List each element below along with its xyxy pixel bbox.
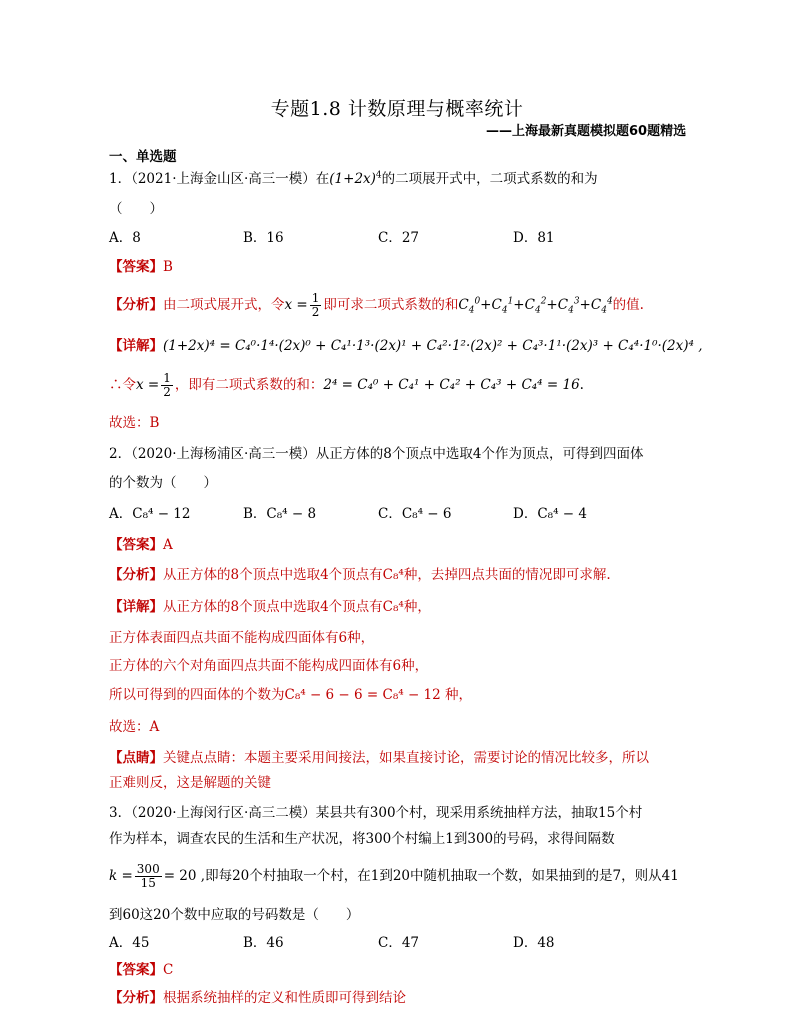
q1-concl-text2: ，即有二项式系数的和： [174,377,324,393]
answer-tag: 【答案】 [109,962,163,978]
q2-answer-value: A [163,537,173,553]
q1-analysis-sum: $C_4^0+C_4^1+C_4^2+C_4^3+C_4^4$ [458,296,613,316]
q2-option-b: B．C₈⁴ − 8 [243,506,317,522]
q1-option-d: D．81 [513,230,555,246]
q2-choose: 故选：A [109,719,160,735]
q3-k: k = [109,868,133,884]
q2-stem-line1: 2．（2020·上海杨浦区·高三一模）从正方体的8个顶点中选取4个作为顶点，可得到四面体 [109,446,644,462]
q2-note-1 [109,749,649,767]
q3-stem-line4: 到60这20个数中应取的号码数是（ ） [109,907,360,923]
q3-analysis-text: 根据系统抽样的定义和性质即可得到结论 [163,990,406,1006]
q2-note-text1: 关键点点睛：本题主要采用间接法，如果直接讨论，需要讨论的情况比较多，所以 [163,750,649,766]
q2-answer [109,536,173,554]
page-subtitle: ——上海最新真题模拟题60题精选 [486,124,687,139]
q3-analysis [109,989,406,1007]
detail-tag: 【详解】 [109,338,163,354]
q1-stem-expr: (1+2x) [329,171,376,187]
q1-concl-text: ∴令 [109,377,136,393]
q3-answer-value: C [163,962,174,978]
q1-concl-x: x = [136,377,160,393]
analysis-tag: 【分析】 [109,297,163,313]
q1-option-a: A．8 [109,230,141,246]
q1-conclusion [109,370,584,400]
q1-concl-end: . [579,377,584,393]
q1-stem-text: 1．（2021·上海金山区·高三一模）在 [109,171,330,187]
q2-stem-line2: 的个数为（ ） [109,475,217,491]
q3-fraction-den: 15 [140,876,156,890]
q2-option-d: D．C₈⁴ − 4 [513,506,587,522]
analysis-tag: 【分析】 [109,567,163,583]
q1-analysis-text: 由二项式展开式，令 [163,297,285,313]
q3-stem-line1: 3．（2020·上海闵行区·高三二模）某县共有300个村，现采用系统抽样方法，抽取15个村 [109,805,643,821]
q3-stem-line3 [109,858,679,894]
q2-note-2: 正难则反，这是解题的关键 [109,775,271,791]
q2-analysis [109,566,611,584]
q2-option-a: A．C₈⁴ − 12 [109,506,191,522]
q2-analysis-text: 从正方体的8个顶点中选取4个顶点有C₈⁴种，去掉四点共面的情况即可求解. [163,567,611,583]
q1-detail [109,337,703,355]
q2-option-c: C．C₈⁴ − 6 [378,506,452,522]
q1-option-c: C．27 [378,230,420,246]
fraction-half: $\frac{1}{2}$ [163,371,171,399]
fraction-half: $\frac{1}{2}$ [311,291,320,319]
q3-option-a: A．45 [109,935,150,951]
q1-analysis-end: 的值. [612,297,644,313]
q1-stem-exp: 4 [375,170,382,181]
q2-detail-4: 所以可得到的四面体的个数为C₈⁴ − 6 − 6 = C₈⁴ − 12 种， [109,687,473,703]
q3-option-d: D．48 [513,935,555,951]
section-heading: 一、单选题 [109,149,177,165]
q1-analysis [109,291,644,319]
q1-option-b: B．16 [243,230,284,246]
q1-concl-expr: 2⁴ = C₄⁰ + C₄¹ + C₄² + C₄³ + C₄⁴ = 16 [323,377,580,393]
q2-detail-text1: 从正方体的8个顶点中选取4个顶点有C₈⁴种， [163,599,431,615]
q3-fraction [135,863,162,890]
q3-option-b: B．46 [243,935,284,951]
q3-stem-text3: = 20 ,即每20个村抽取一个村，在1到20中随机抽取一个数，如果抽到的是7，则从41 [163,868,679,884]
q1-analysis-x: x = [284,297,308,313]
answer-tag: 【答案】 [109,537,163,553]
q1-choose: 故选：B [109,415,160,431]
analysis-tag: 【分析】 [109,990,163,1006]
q2-detail-2: 正方体表面四点共面不能构成四面体有6种， [109,630,375,646]
answer-tag: 【答案】 [109,259,163,275]
q1-detail-expr: (1+2x)⁴ = C₄⁰·1⁴·(2x)⁰ + C₄¹·1³·(2x)¹ + C₄²·1²·(2x)² + C₄³·1¹·(2x)³ + C₄⁴·1⁰·(2x)⁴ , [163,338,703,354]
q2-detail-3: 正方体的六个对角面四点共面不能构成四面体有6种， [109,658,429,674]
q3-answer [109,961,173,979]
q1-analysis-text2: 即可求二项式系数的和 [323,297,459,313]
q1-stem-text2: 的二项展开式中，二项式系数的和为 [381,171,598,187]
page-title: 专题1.8 计数原理与概率统计 [270,98,524,120]
detail-tag: 【详解】 [109,599,163,615]
q1-stem-line2: （ ） [109,201,163,217]
q3-stem-line2: 作为样本，调查农民的生活和生产状况，将300个村编上1到300的号码，求得间隔数 [109,831,615,847]
q1-stem-line1 [109,170,598,188]
q2-detail-1 [109,598,431,616]
q1-answer [109,258,173,276]
q3-option-c: C．47 [378,935,420,951]
note-tag: 【点睛】 [109,750,163,766]
q3-fraction-num: 300 [136,862,160,876]
q1-answer-value: B [163,259,173,275]
